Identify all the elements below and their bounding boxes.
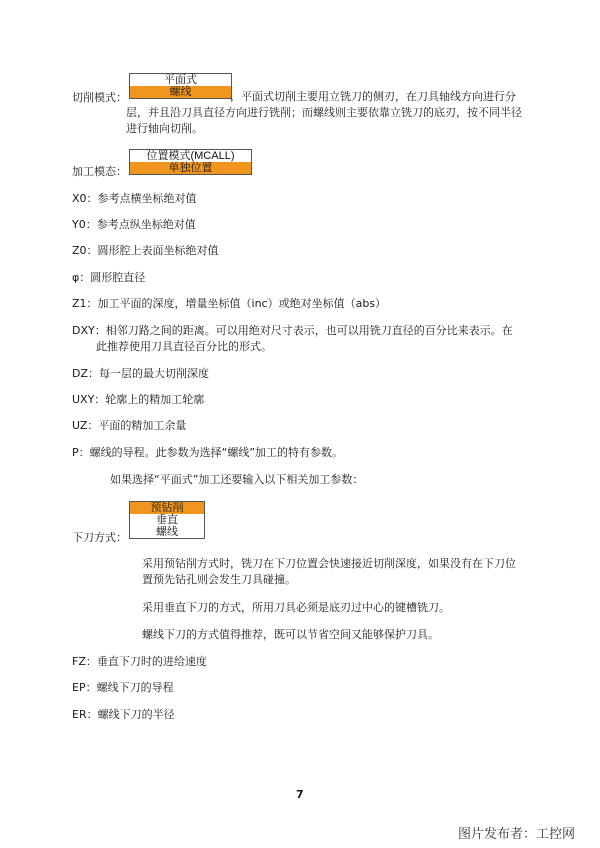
- cut-mode-label: 切削模式：: [72, 91, 127, 104]
- machining-mode-label: 加工模态：: [72, 165, 127, 178]
- param-dxy-line1: DXY：相邻刀路之间的距离。可以用绝对尺寸表示，也可以用铣刀直径的百分比来表示。在: [72, 324, 513, 337]
- param-x0: X0：参考点横坐标绝对值: [72, 192, 197, 205]
- param-fz: FZ：垂直下刀时的进给速度: [72, 655, 207, 668]
- cut-mode-option-plane[interactable]: 平面式: [130, 74, 231, 86]
- machining-mode-select[interactable]: [129, 149, 252, 175]
- param-uxy: UXY：轮廓上的精加工轮廓: [72, 393, 205, 406]
- param-er: ER：螺线下刀的半径: [72, 708, 175, 721]
- plunge-desc3: 螺线下刀的方式值得推荐，既可以节省空间又能够保护刀具。: [142, 628, 439, 641]
- plunge-mode-option-spiral[interactable]: 螺线: [130, 526, 204, 538]
- plunge-mode-option-vertical[interactable]: 垂直: [130, 514, 204, 526]
- plunge-mode-select[interactable]: [129, 501, 205, 539]
- param-p: P：螺线的导程。此参数为选择“螺线”加工的特有参数。: [72, 446, 344, 459]
- param-ep: EP：螺线下刀的导程: [72, 681, 174, 694]
- param-z0: Z0：圆形腔上表面坐标绝对值: [72, 244, 219, 257]
- page-number: 7: [296, 788, 304, 801]
- plane-note: 如果选择“平面式”加工还要输入以下相关加工参数：: [110, 473, 364, 486]
- plunge-mode-option-predrill[interactable]: 预钻削: [130, 502, 204, 514]
- cut-mode-desc-line1: ，平面式切削主要用立铣刀的侧刃，在刀具轴线方向进行分: [230, 90, 516, 103]
- cut-mode-desc-line2: 层，并且沿刀具直径方向进行铣削；而螺线则主要依靠立铣刀的底刃，按不同半径: [126, 106, 522, 119]
- cut-mode-select[interactable]: [129, 73, 232, 99]
- param-uz: UZ：平面的精加工余量: [72, 419, 187, 432]
- param-dz: DZ：每一层的最大切削深度: [72, 367, 210, 380]
- plunge-desc1-line2: 置预先钻孔则会发生刀具碰撞。: [142, 573, 296, 586]
- param-y0: Y0：参考点纵坐标绝对值: [72, 218, 196, 231]
- param-phi: φ：圆形腔直径: [72, 271, 146, 284]
- cut-mode-option-spiral[interactable]: 螺线: [130, 86, 231, 98]
- plunge-desc1-line1: 采用预钻削方式时，铣刀在下刀位置会快速接近切削深度，如果没有在下刀位: [142, 557, 516, 570]
- cut-mode-desc-line3: 进行轴向切削。: [126, 122, 203, 135]
- plunge-mode-label: 下刀方式：: [72, 531, 127, 544]
- machining-mode-option-mcall[interactable]: 位置模式(MCALL): [130, 150, 251, 162]
- param-z1: Z1：加工平面的深度，增量坐标值（inc）或绝对坐标值（abs）: [72, 297, 387, 310]
- plunge-desc2: 采用垂直下刀的方式，所用刀具必须是底刃过中心的键槽铣刀。: [142, 601, 450, 614]
- param-dxy-line2: 此推荐使用刀具直径百分比的形式。: [96, 340, 272, 353]
- machining-mode-option-single[interactable]: 单独位置: [130, 162, 251, 174]
- watermark: 图片发布者：工控网: [458, 827, 576, 842]
